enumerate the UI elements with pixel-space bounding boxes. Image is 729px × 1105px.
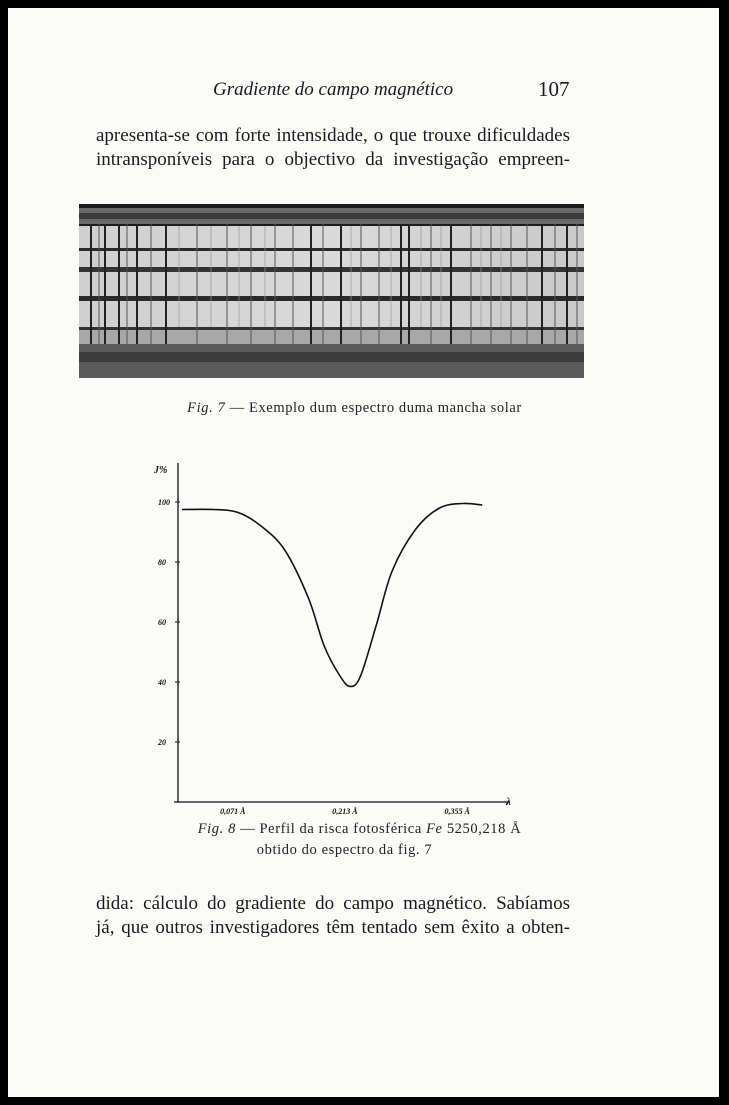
caption-text: — Exemplo dum espectro duma mancha solar (229, 400, 522, 416)
text-line: apresenta-se com forte intensidade, o que trouxe dificuldades (96, 125, 570, 146)
y-tick-label: 80 (158, 558, 166, 567)
x-tick-label: 0,213 Å (332, 807, 358, 815)
page-number: 107 (538, 77, 570, 101)
text-line: dida: cálculo do gradiente do campo magnético. Sabíamos (96, 893, 570, 914)
caption-wavelength: 5250,218 Å (446, 821, 522, 837)
line-profile-chart (140, 455, 520, 815)
x-tick-label: 0,071 Å (220, 807, 246, 815)
spectrum-photo (79, 204, 584, 378)
y-tick-label: 20 (158, 738, 166, 747)
running-title: Gradiente do campo magnético (213, 79, 454, 100)
y-tick-label: 60 (158, 618, 166, 627)
solar-spectrum-plate-icon (79, 204, 584, 378)
text-line: já, que outros investigadores têm tentado sem êxito a obten- (96, 917, 570, 938)
caption-number: 8 (228, 821, 236, 837)
caption-number: 7 (217, 400, 226, 416)
caption-text: — Perfil da risca fotosférica (240, 821, 422, 837)
y-tick-label: 100 (158, 498, 170, 507)
y-axis-label: J% (154, 465, 168, 476)
caption-label: Fig. (197, 821, 224, 837)
figure-7-caption (0, 400, 719, 417)
paragraph-top (96, 124, 570, 172)
paragraph-bottom (96, 892, 570, 940)
text-line: intransponíveis para o objectivo da investigação empreen- (96, 149, 570, 170)
caption-label: Fig. (187, 400, 214, 416)
x-tick-label: 0,355 Å (444, 807, 470, 815)
figure-8-caption (0, 821, 724, 838)
caption-element: Fe (426, 821, 443, 837)
profile-curve (182, 503, 482, 686)
y-tick-label: 40 (158, 678, 166, 687)
x-axis-label: λ (506, 796, 511, 808)
figure-8-caption-line2: obtido do espectro da fig. 7 (256, 842, 433, 858)
